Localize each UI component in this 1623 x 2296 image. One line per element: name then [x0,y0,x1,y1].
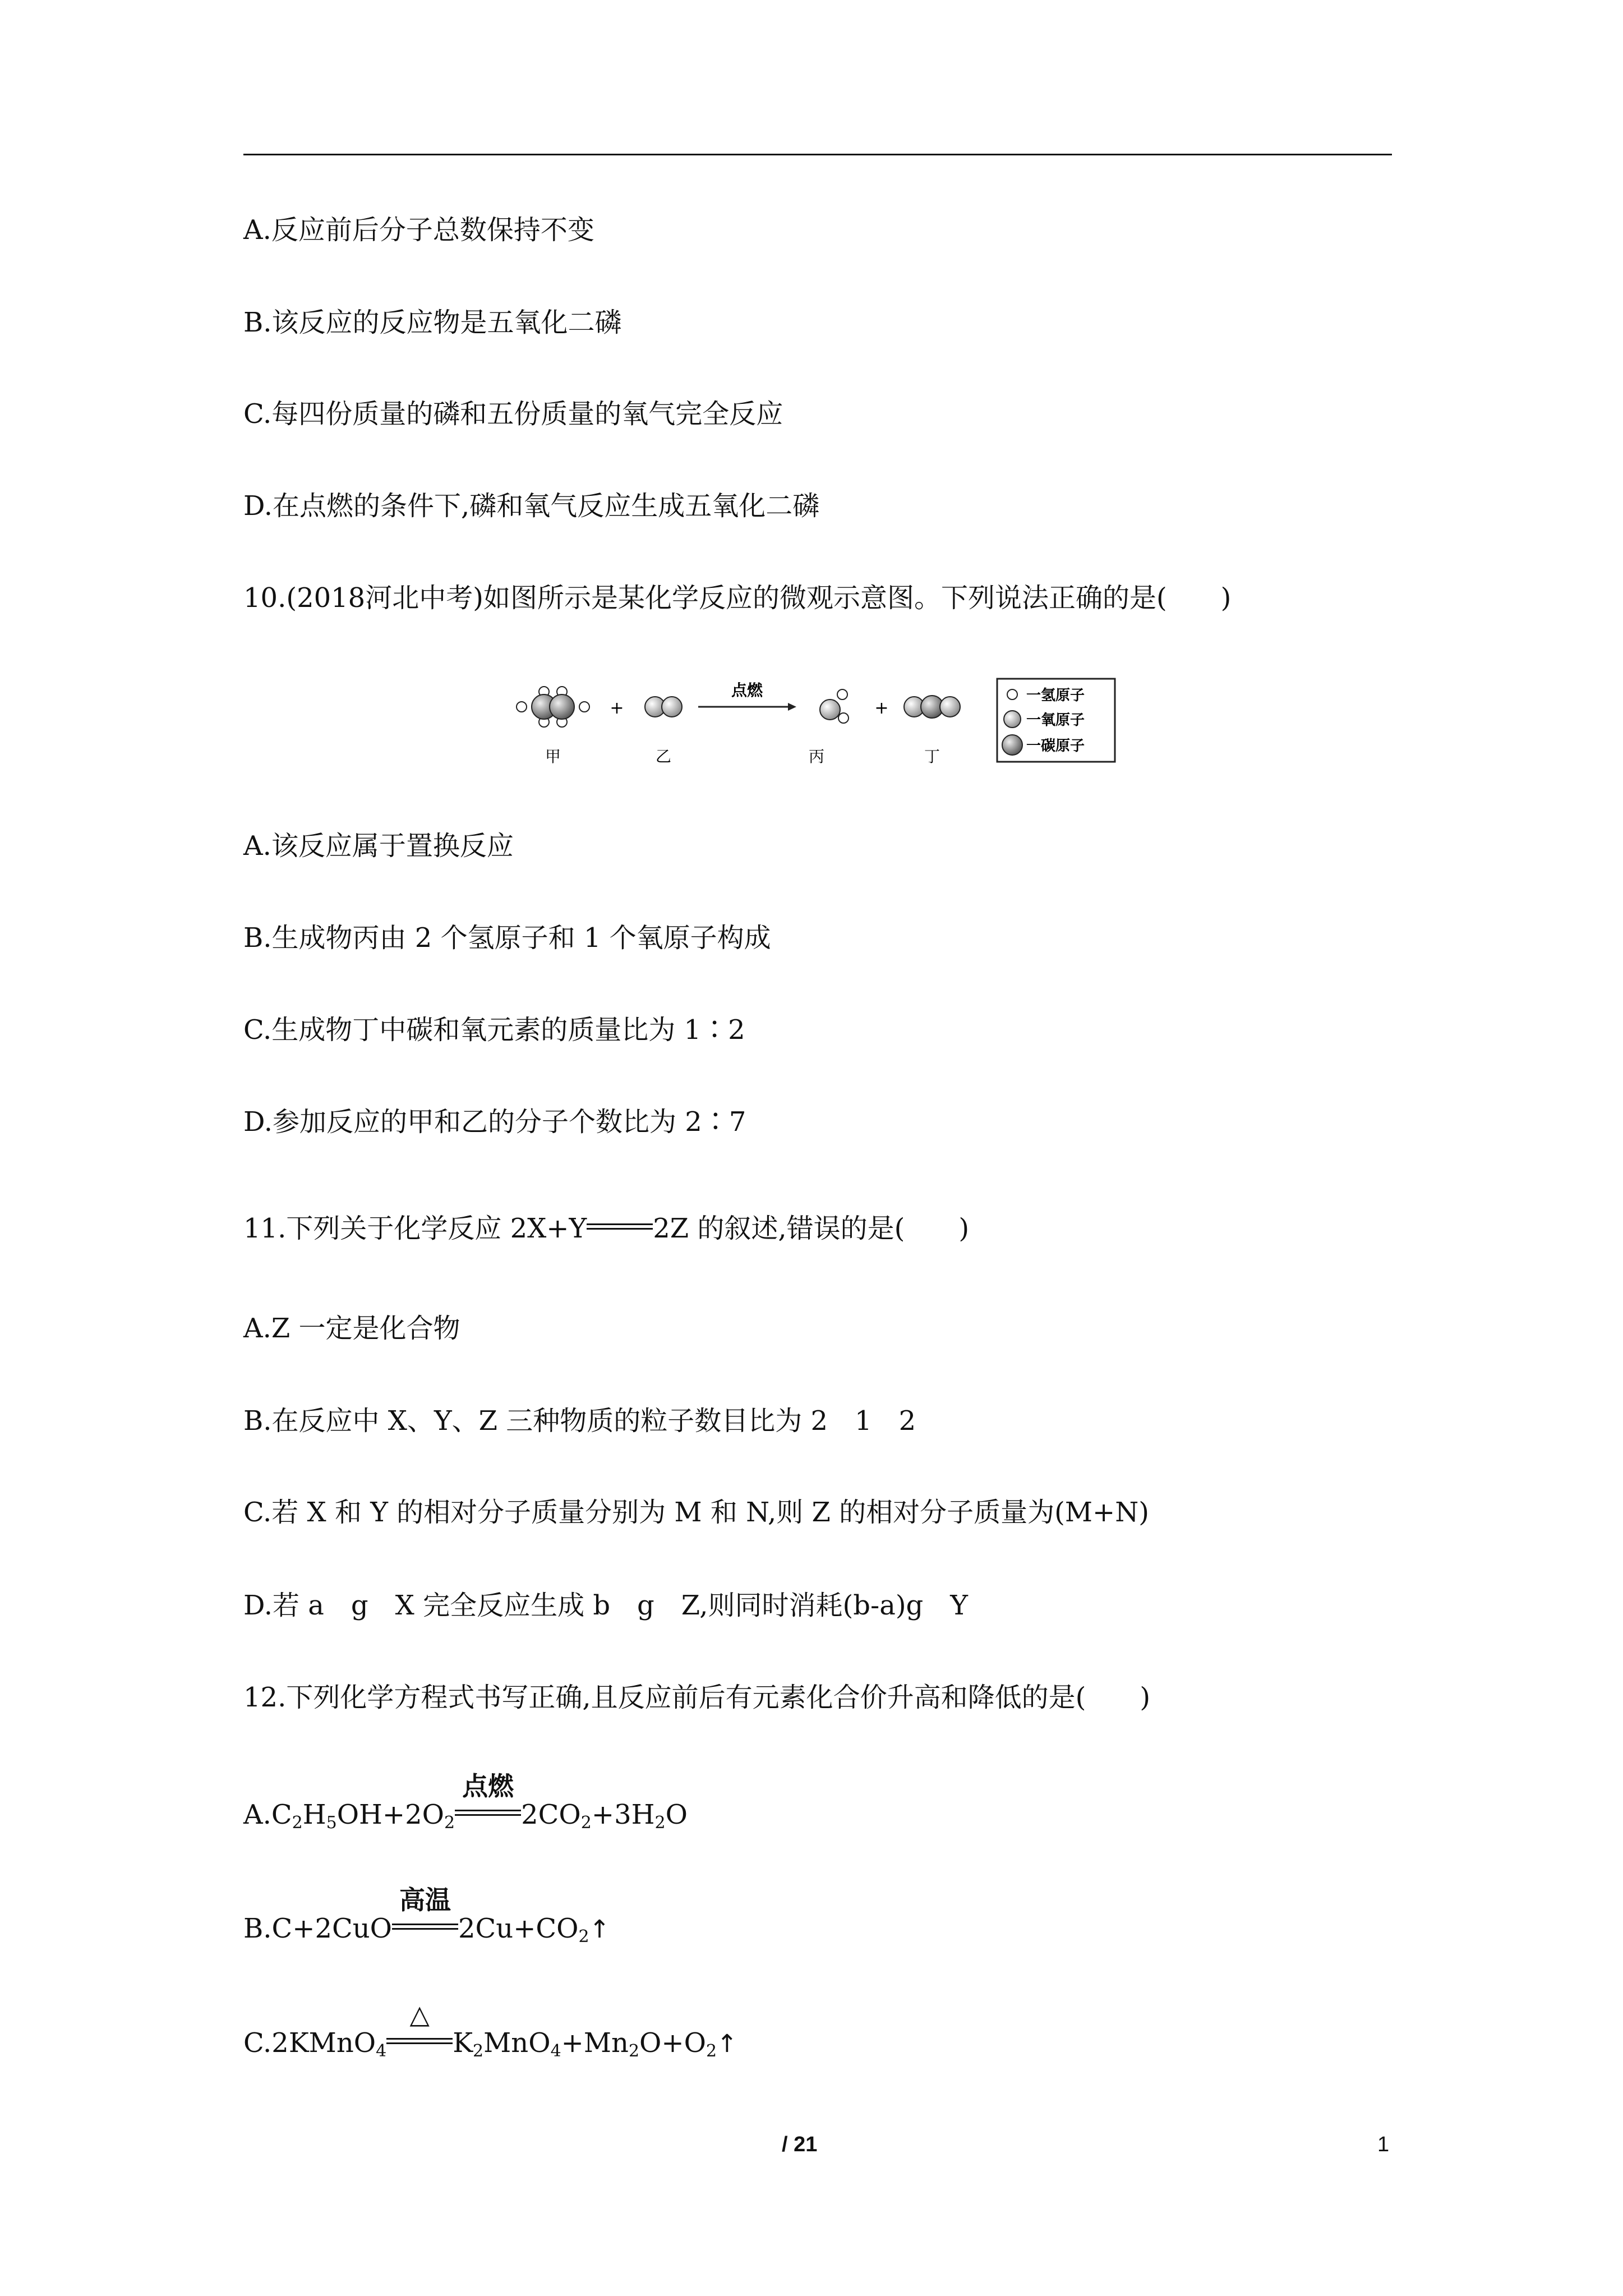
q10-option-b: B.生成物丙由 2 个氢原子和 1 个氧原子构成 [243,922,771,954]
q11-stem-post: 2Z 的叙述,错误的是( ) [653,1213,970,1244]
q11-stem [243,1212,969,1245]
q11-option-c: C.若 X 和 Y 的相对分子质量分别为 M 和 N,则 Z 的相对分子质量为(M+N) [243,1497,1149,1528]
plus-sign-2: + [874,698,889,718]
q11-option-a: A.Z 一定是化合物 [243,1313,460,1344]
reaction-condition: 点燃 [731,681,763,700]
q10-option-d: D.参加反应的甲和乙的分子个数比为 2∶7 [243,1106,746,1138]
q10-stem: 10.(2018河北中考)如图所示是某化学反应的微观示意图。下列说法正确的是( ) [243,582,1232,614]
q10-option-c: C.生成物丁中碳和氧元素的质量比为 1∶2 [243,1014,745,1046]
molecule-jia [517,687,589,727]
molecule-ding [904,696,960,718]
q12-option-c: C.2KMnO$_4$ △ $K_2MnO_4+Mn_2O+O_2↑$ [243,1999,737,2061]
q11-option-b: B.在反应中 X、Y、Z 三种物质的粒子数目比为 2 1 2 [243,1405,916,1437]
label-yi: 乙 [655,747,672,766]
plus-sign: + [610,698,624,718]
q9-option-c: C.每四份质量的磷和五份质量的氧气完全反应 [243,398,783,430]
reaction-diagram [505,668,1122,774]
gas-arrow-icon: ↑ [717,2030,737,2058]
page-number: 1 [1377,2133,1390,2156]
q9-option-d: D.在点燃的条件下,磷和氧气反应生成五氧化二磷 [243,490,820,522]
double-bar-equals [587,1223,653,1237]
molecule-bing [820,689,849,723]
header-rule [243,154,1392,155]
q11-option-d: D.若 a g X 完全反应生成 b g Z,则同时消耗(b-a)g Y [243,1590,968,1621]
label-ding: 丁 [924,747,940,766]
q9-option-a: A.反应前后分子总数保持不变 [243,214,594,246]
label-bing: 丙 [808,747,825,766]
label-jia: 甲 [545,747,561,766]
legend-oxygen: 一氧原子 [1026,712,1085,729]
page-total: / 21 [782,2133,818,2156]
q9-option-b: B.该反应的反应物是五氧化二磷 [243,307,622,338]
q12-option-a: $A.C_2H_5OH+2O_2$ 点燃 $2CO_2+3H_2O$ [243,1771,688,1833]
legend-hydrogen: 一氢原子 [1026,687,1085,704]
q12-option-b: B.C+2CuO 高温 $2Cu+CO_2↑$ [243,1885,610,1947]
q12-stem: 12.下列化学方程式书写正确,且反应前后有元素化合价升高和降低的是( ) [243,1682,1151,1713]
molecule-yi [645,697,682,717]
q10-option-a: A.该反应属于置换反应 [243,830,514,862]
q11-stem-pre: 11.下列关于化学反应 2X+Y [243,1213,587,1244]
equals-with-condition: 高温 [392,1924,458,1938]
equals-with-condition: △ [386,2038,453,2052]
equals-with-condition: 点燃 [455,1810,521,1824]
legend-carbon: 一碳原子 [1026,738,1085,754]
gas-arrow-icon: ↑ [589,1915,610,1944]
legend-box [997,679,1115,762]
